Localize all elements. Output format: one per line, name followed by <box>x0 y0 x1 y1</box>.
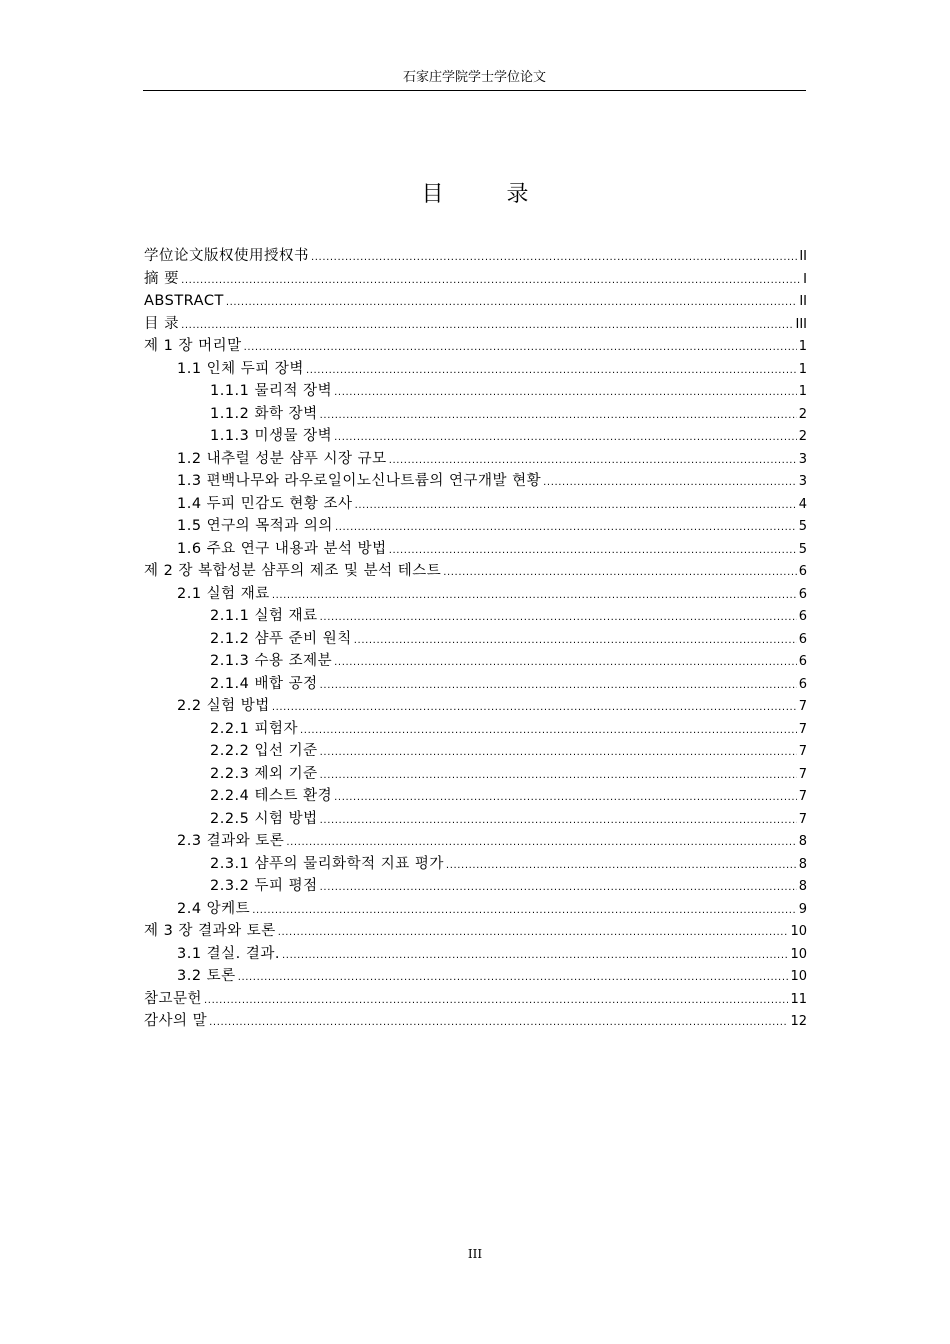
toc-dot-leader <box>320 405 797 428</box>
toc-dot-leader <box>320 765 797 788</box>
toc-entry-label: 2.1.4 배합 공정 <box>210 675 318 692</box>
toc-entry-page: 5 <box>798 519 807 534</box>
toc-entry-page: 11 <box>790 991 807 1007</box>
toc-dot-leader <box>543 472 797 495</box>
toc-entry[interactable] <box>144 695 807 718</box>
toc-entry[interactable] <box>144 245 807 268</box>
toc-entry-label: 目 录 <box>144 315 180 332</box>
running-header: 石家庄学院学士学位论文 <box>143 68 806 91</box>
toc-entry-label: 学位论文版权使用授权书 <box>144 248 309 264</box>
toc-dot-leader <box>209 1012 788 1035</box>
toc-entry-label: 2.3.2 두피 평점 <box>210 878 318 894</box>
toc-entry-label: 2.1.3 수용 조제분 <box>210 653 333 669</box>
toc-entry-label: 2.1.2 샴푸 준비 원칙 <box>210 630 352 647</box>
toc-entry[interactable] <box>144 470 807 493</box>
toc-entry[interactable] <box>144 313 807 336</box>
toc-entry-label: 2.3.1 샴푸의 물리화학적 지표 평가 <box>210 855 444 872</box>
toc-entry[interactable] <box>144 1010 807 1033</box>
toc-entry[interactable] <box>144 718 807 741</box>
toc-entry[interactable] <box>144 988 807 1011</box>
toc-entry-page: 8 <box>798 856 807 872</box>
toc-dot-leader <box>300 720 797 743</box>
toc-entry-page: 7 <box>798 811 807 827</box>
toc-entry-label: 2.3 결과와 토론 <box>177 833 285 849</box>
toc-entry-page: 9 <box>798 901 807 917</box>
toc-entry-page: 7 <box>798 789 807 804</box>
toc-entry-page: 8 <box>798 834 807 849</box>
toc-entry-page: 6 <box>798 676 807 692</box>
toc-dot-leader <box>320 675 797 698</box>
toc-entry-page: 3 <box>798 474 807 489</box>
toc-entry-page: 12 <box>790 1014 807 1029</box>
toc-dot-leader <box>278 922 789 945</box>
toc-entry[interactable] <box>144 380 807 403</box>
toc-dot-leader <box>320 607 797 630</box>
toc-entry-page: 5 <box>798 541 807 557</box>
toc-entry-label: 감사의 말 <box>144 1013 208 1029</box>
toc-entry-page: 4 <box>798 496 807 512</box>
toc-dot-leader <box>204 990 788 1013</box>
toc-dot-leader <box>181 270 801 293</box>
toc-entry-page: 1 <box>798 339 807 354</box>
toc-entry[interactable] <box>144 650 807 673</box>
toc-entry-page: 7 <box>798 721 807 737</box>
toc-entry-page: 6 <box>798 564 807 579</box>
toc-entry-page: 10 <box>790 924 807 939</box>
toc-dot-leader <box>334 427 797 450</box>
toc-entry[interactable] <box>144 448 807 471</box>
toc-dot-leader <box>334 787 797 810</box>
toc-entry-page: 6 <box>798 609 807 624</box>
toc-dot-leader <box>389 540 797 563</box>
toc-entry[interactable] <box>144 875 807 898</box>
toc-dot-leader <box>389 450 797 473</box>
toc-entry[interactable] <box>144 830 807 853</box>
toc-dot-leader <box>272 585 797 608</box>
toc-entry-label: 2.4 앙케트 <box>177 900 251 917</box>
toc-entry-page: 7 <box>798 744 807 759</box>
toc-entry[interactable] <box>144 583 807 606</box>
toc-entry-page: 2 <box>798 406 807 422</box>
toc-dot-leader <box>226 292 798 315</box>
toc-dot-leader <box>320 810 797 833</box>
toc-entry[interactable] <box>144 290 807 313</box>
toc-entry[interactable] <box>144 358 807 381</box>
toc-entry-page: II <box>799 249 807 264</box>
toc-entry[interactable] <box>144 335 807 358</box>
toc-dot-leader <box>334 652 797 675</box>
toc-entry[interactable] <box>144 965 807 988</box>
toc-entry-label: 제 1 장 머리말 <box>144 338 242 354</box>
toc-entry-page: 2 <box>798 429 807 444</box>
toc-entry-label: 1.3 편백나무와 라우로일이노신나트륨의 연구개발 현황 <box>177 473 542 489</box>
toc-dot-leader <box>244 337 797 360</box>
toc-entry-page: 6 <box>798 654 807 669</box>
toc-entry-page: 7 <box>798 699 807 714</box>
toc-dot-leader <box>181 315 793 338</box>
toc-entry-page: 1 <box>798 361 807 377</box>
toc-dot-leader <box>320 742 797 765</box>
toc-entry-label: ABSTRACT <box>144 293 224 309</box>
toc-dot-leader <box>335 517 797 540</box>
toc-entry-label: 2.2.2 입선 기준 <box>210 743 318 759</box>
toc-dot-leader <box>238 967 789 990</box>
toc-entry[interactable] <box>144 785 807 808</box>
toc-dot-leader <box>443 562 797 585</box>
toc-entry-page: 7 <box>798 766 807 782</box>
toc-entry-label: 제 3 장 결과와 토론 <box>144 923 276 939</box>
toc-entry-label: 2.2.3 제외 기준 <box>210 765 318 782</box>
toc-dot-leader <box>282 945 788 968</box>
toc-entry-page: 3 <box>798 451 807 467</box>
toc-entry[interactable] <box>144 673 807 696</box>
toc-entry-label: 1.5 연구의 목적과 의의 <box>177 518 333 534</box>
toc-dot-leader <box>320 877 797 900</box>
toc-entry-label: 1.4 두피 민감도 현황 조사 <box>177 495 353 512</box>
toc-entry-label: 1.6 주요 연구 내용과 분석 방법 <box>177 540 387 557</box>
toc-entry-label: 2.2.5 시험 방법 <box>210 810 318 827</box>
toc-entry-label: 1.1.2 화학 장벽 <box>210 405 318 422</box>
toc-entry-label: 참고문헌 <box>144 990 203 1007</box>
toc-entry[interactable] <box>144 493 807 516</box>
toc-entry-page: 10 <box>790 946 807 962</box>
toc-entry-page: I <box>803 271 807 287</box>
toc-entry-label: 1.1.3 미생물 장벽 <box>210 428 333 444</box>
toc-entry[interactable] <box>144 560 807 583</box>
toc-dot-leader <box>306 360 797 383</box>
toc-entry-label: 2.2 실험 방법 <box>177 698 270 714</box>
toc-entry-label: 3.1 결실. 결과. <box>177 945 281 962</box>
toc-entry[interactable] <box>144 425 807 448</box>
toc-dot-leader <box>355 495 797 518</box>
toc-entry-page: 6 <box>798 586 807 602</box>
toc-entry[interactable] <box>144 853 807 876</box>
toc-entry-page: III <box>795 316 807 332</box>
page-title: 目 录 <box>421 182 557 207</box>
toc-dot-leader <box>446 855 797 878</box>
toc-entry[interactable] <box>144 808 807 831</box>
toc-entry[interactable] <box>144 920 807 943</box>
toc-entry-page: 1 <box>798 384 807 399</box>
toc-entry-label: 2.1 실험 재료 <box>177 585 270 602</box>
table-of-contents <box>144 245 807 1033</box>
page-number: III <box>467 1247 483 1261</box>
toc-entry-label: 3.2 토론 <box>177 968 236 984</box>
toc-entry-label: 2.2.4 테스트 환경 <box>210 788 333 804</box>
toc-entry-label: 제 2 장 복합성분 샴푸의 제조 및 분석 테스트 <box>144 563 442 579</box>
toc-entry-label: 摘 要 <box>144 270 180 287</box>
toc-entry-page: 8 <box>798 879 807 894</box>
toc-entry-label: 1.1 인체 두피 장벽 <box>177 360 304 377</box>
toc-entry[interactable] <box>144 898 807 921</box>
toc-dot-leader <box>334 382 797 405</box>
toc-entry-label: 2.1.1 실험 재료 <box>210 608 318 624</box>
toc-entry[interactable] <box>144 740 807 763</box>
toc-entry[interactable] <box>144 763 807 786</box>
toc-entry[interactable] <box>144 538 807 561</box>
toc-entry[interactable] <box>144 515 807 538</box>
toc-dot-leader <box>252 900 797 923</box>
toc-dot-leader <box>311 247 797 270</box>
toc-entry-label: 2.2.1 피험자 <box>210 720 299 737</box>
toc-entry[interactable] <box>144 943 807 966</box>
toc-entry-label: 1.1.1 물리적 장벽 <box>210 383 333 399</box>
toc-entry[interactable] <box>144 628 807 651</box>
toc-dot-leader <box>286 832 796 855</box>
toc-entry-label: 1.2 내추럴 성분 샴푸 시장 규모 <box>177 450 387 467</box>
toc-entry[interactable] <box>144 268 807 291</box>
toc-entry-page: 10 <box>790 969 807 984</box>
toc-entry[interactable] <box>144 403 807 426</box>
toc-entry-page: II <box>799 294 807 309</box>
toc-entry-page: 6 <box>798 631 807 647</box>
toc-dot-leader <box>272 697 797 720</box>
toc-entry[interactable] <box>144 605 807 628</box>
toc-dot-leader <box>354 630 797 653</box>
